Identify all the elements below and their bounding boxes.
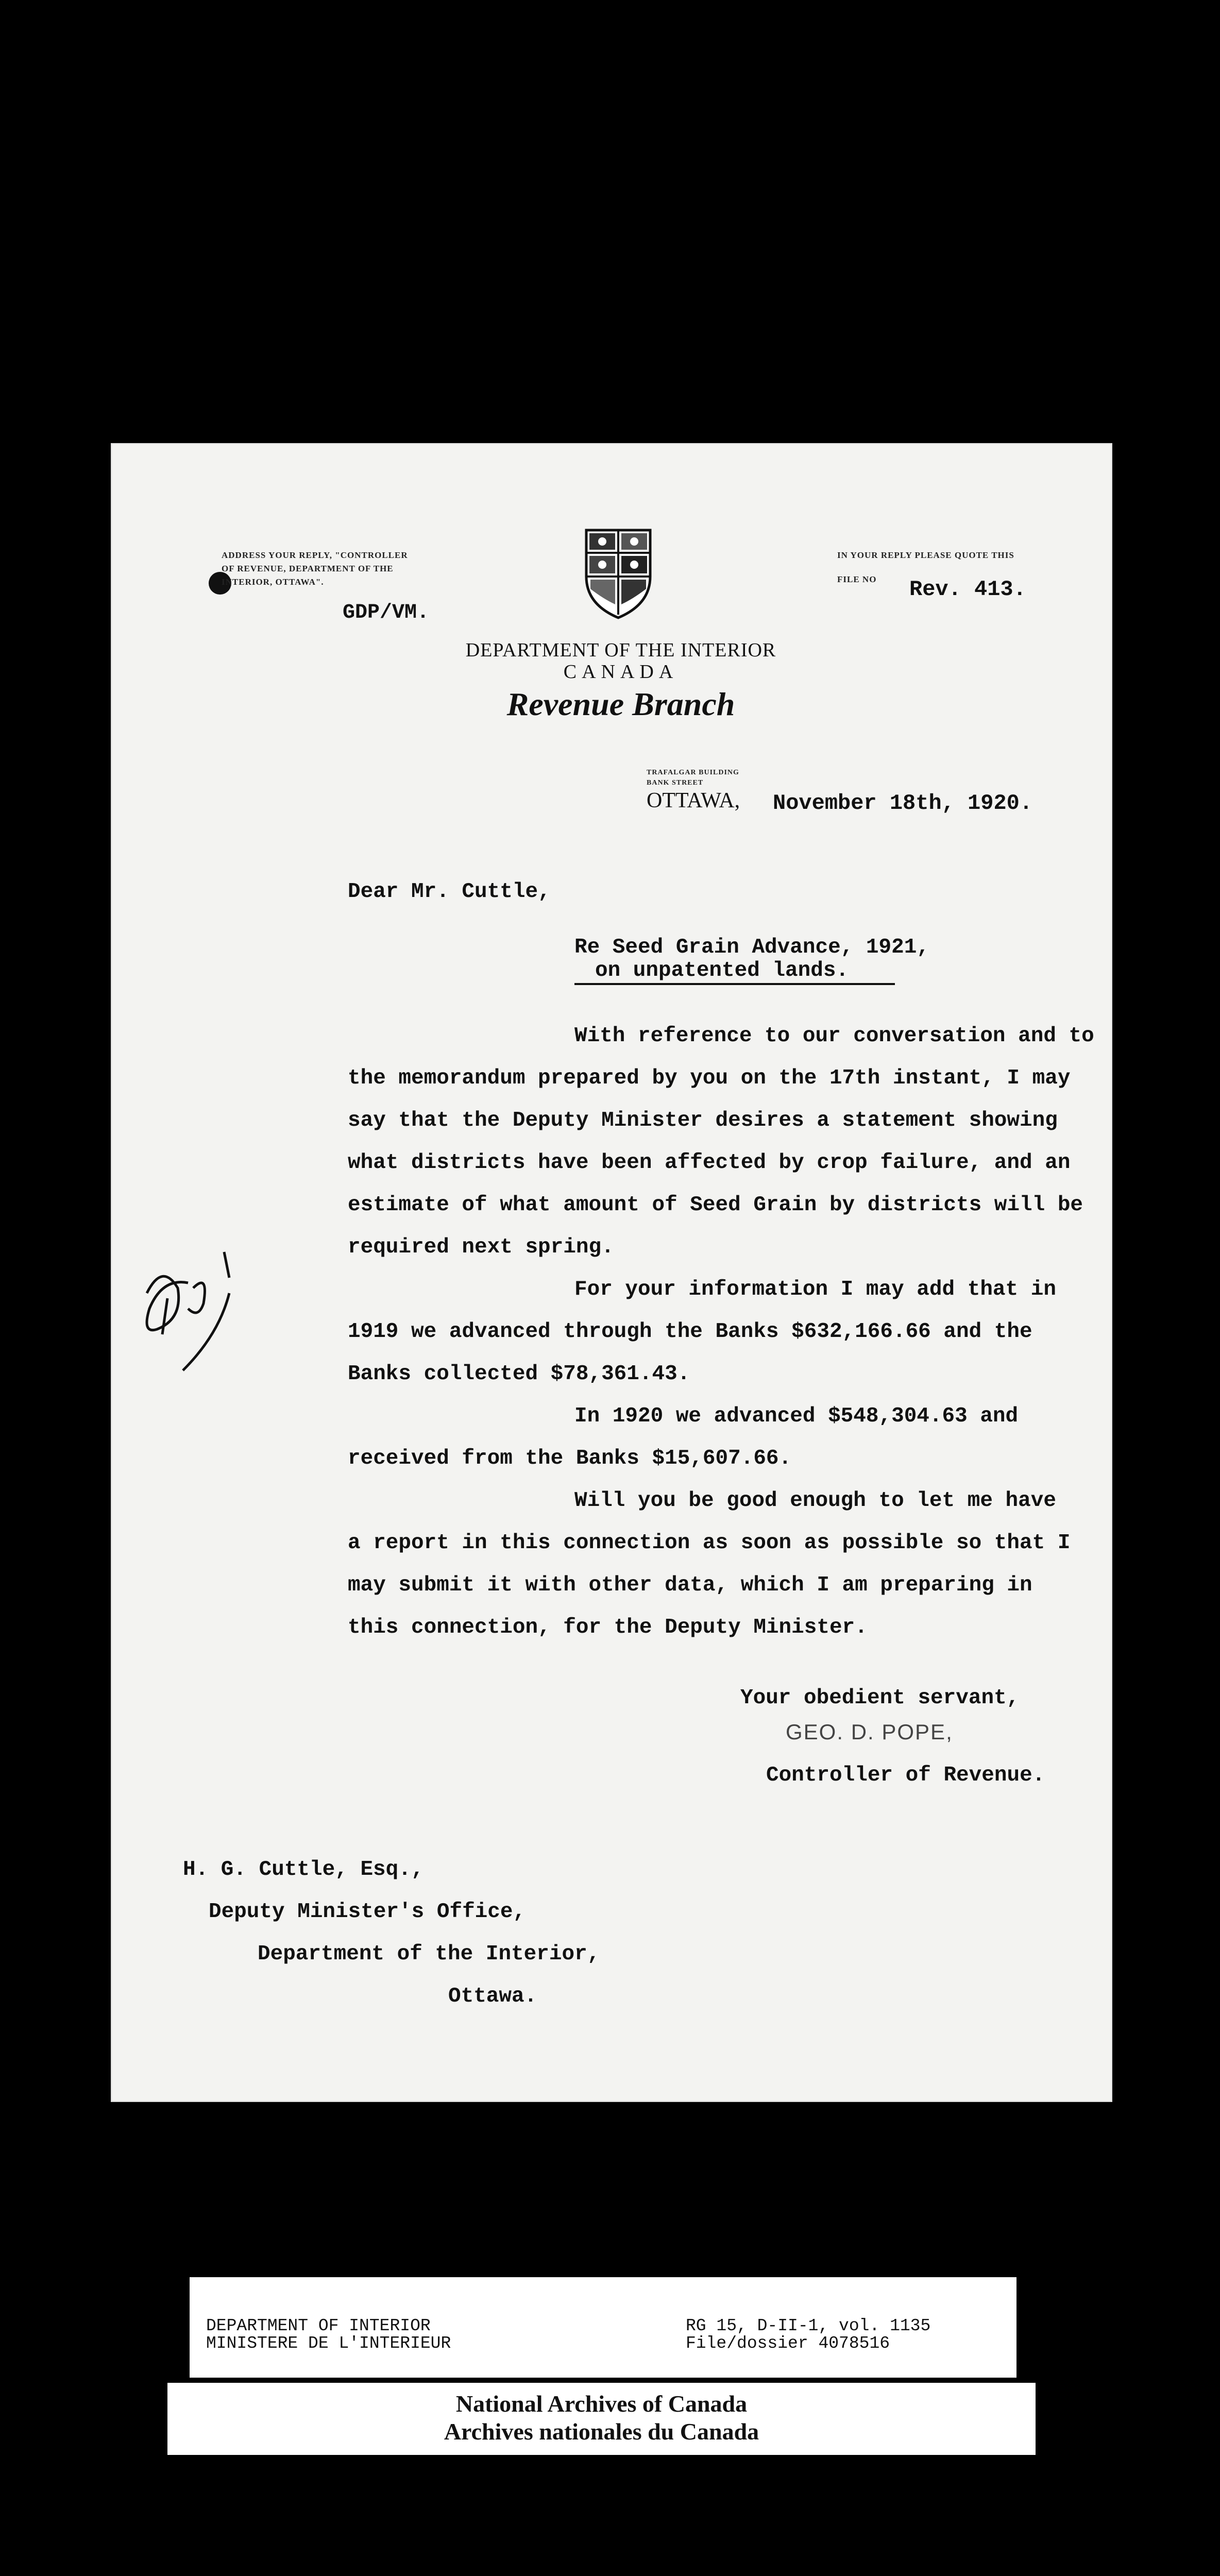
paragraph-line: For your information I may add that in bbox=[574, 1278, 1056, 1301]
paragraph-line: 1919 we advanced through the Banks $632,166.66 and the bbox=[348, 1320, 1032, 1344]
paragraph-line: With reference to our conversation and to bbox=[574, 1024, 1094, 1048]
record-group-reference: RG 15, D-II-1, vol. 1135 bbox=[686, 2316, 931, 2335]
reference-initials: GDP/VM. bbox=[343, 601, 430, 624]
paragraph-4 bbox=[348, 1480, 1070, 1649]
branch-heading: Revenue Branch bbox=[506, 686, 735, 722]
closing: Your obedient servant, bbox=[740, 1686, 1020, 1710]
signature-stamp: GEO. D. POPE, bbox=[786, 1720, 953, 1744]
department-label bbox=[206, 2317, 451, 2352]
paragraph-line: Will you be good enough to let me have bbox=[574, 1489, 1056, 1513]
archive-reference-label bbox=[190, 2277, 1016, 2378]
address-note-line: ADDRESS YOUR REPLY, "CONTROLLER bbox=[222, 550, 408, 560]
department-fr: MINISTERE DE L'INTERIEUR bbox=[206, 2334, 451, 2353]
country-heading: CANADA bbox=[563, 661, 679, 683]
subject-line: Re Seed Grain Advance, 1921, bbox=[574, 936, 929, 959]
street-name: BANK STREET bbox=[647, 779, 704, 787]
reply-note-text: IN YOUR REPLY PLEASE QUOTE THIS bbox=[837, 550, 1014, 560]
archives-name-label bbox=[167, 2383, 1036, 2455]
paragraph-1 bbox=[348, 1015, 1094, 1268]
department-heading: DEPARTMENT OF THE INTERIOR bbox=[465, 639, 776, 661]
handwritten-initials-mark bbox=[126, 1231, 260, 1376]
address-note-line: OF REVENUE, DEPARTMENT OF THE bbox=[222, 564, 394, 573]
canada-coat-of-arms-icon bbox=[583, 527, 653, 620]
paragraph-line: a report in this connection as soon as possible so that I bbox=[348, 1531, 1071, 1555]
building-name: TRAFALGAR BUILDING bbox=[647, 769, 739, 776]
address-note-line: INTERIOR, OTTAWA". bbox=[222, 577, 324, 587]
signer-title: Controller of Revenue. bbox=[766, 1764, 1045, 1787]
paragraph-line: this connection, for the Deputy Minister. bbox=[348, 1616, 868, 1639]
archives-name-en: National Archives of Canada bbox=[455, 2391, 748, 2417]
city: OTTAWA, bbox=[647, 789, 740, 812]
reply-note bbox=[837, 549, 1085, 562]
recipient-line: H. G. Cuttle, Esq., bbox=[183, 1858, 424, 1882]
recipient-line: Deputy Minister's Office, bbox=[209, 1900, 526, 1924]
paragraph-line: the memorandum prepared by you on the 17th instant, I may bbox=[348, 1066, 1071, 1090]
file-no-label: FILE NO bbox=[837, 574, 877, 584]
department-en: DEPARTMENT OF INTERIOR bbox=[206, 2316, 431, 2335]
file-number: File/dossier 4078516 bbox=[686, 2334, 890, 2353]
reference-label bbox=[686, 2317, 930, 2352]
salutation: Dear Mr. Cuttle, bbox=[348, 880, 551, 904]
paragraph-3 bbox=[348, 1395, 1018, 1480]
subject-line: on unpatented lands. bbox=[574, 958, 895, 985]
paragraph-2 bbox=[348, 1268, 1056, 1395]
paragraph-line: what districts have been affected by crop failure, and an bbox=[348, 1151, 1071, 1175]
archives-name-fr: Archives nationales du Canada bbox=[444, 2418, 759, 2445]
archives-name bbox=[167, 2390, 1036, 2446]
paragraph-line: received from the Banks $15,607.66. bbox=[348, 1447, 792, 1470]
recipient-line: Department of the Interior, bbox=[258, 1942, 600, 1966]
paragraph-line: say that the Deputy Minister desires a statement showing bbox=[348, 1109, 1058, 1132]
paragraph-line: estimate of what amount of Seed Grain by districts will be bbox=[348, 1193, 1083, 1217]
file-no-value: Rev. 413. bbox=[909, 577, 1026, 602]
paragraph-line: may submit it with other data, which I am preparing in bbox=[348, 1573, 1032, 1597]
paragraph-line: In 1920 we advanced $548,304.63 and bbox=[574, 1404, 1019, 1428]
paragraph-line: Banks collected $78,361.43. bbox=[348, 1362, 690, 1386]
letter-date: November 18th, 1920. bbox=[773, 791, 1033, 816]
paragraph-line: required next spring. bbox=[348, 1235, 614, 1259]
letter-page bbox=[111, 443, 1112, 2102]
recipient-line: Ottawa. bbox=[448, 1985, 537, 2008]
address-note bbox=[222, 549, 438, 589]
